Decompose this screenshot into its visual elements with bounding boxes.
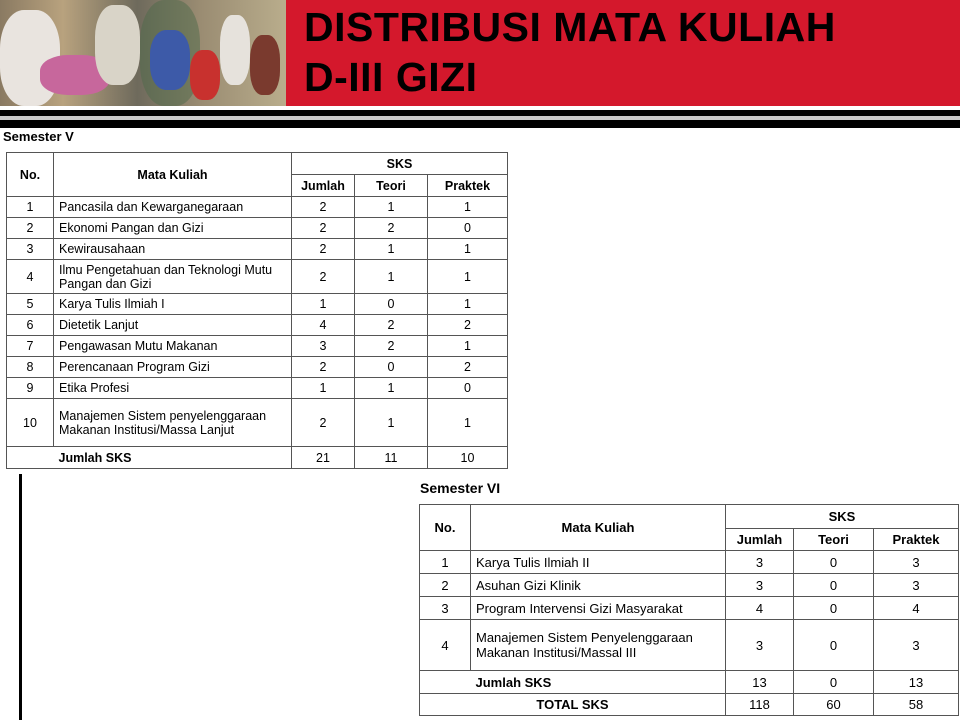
col-header-sks: SKS (292, 153, 508, 175)
row-mata-kuliah: Manajemen Sistem Penyelenggaraan Makanan Institusi/Massal III (471, 620, 726, 671)
row-no: 3 (420, 597, 471, 620)
row-teori: 1 (355, 399, 428, 447)
table-header-row (420, 505, 959, 529)
row-mata-kuliah: Asuhan Gizi Klinik (471, 574, 726, 597)
row-teori: 0 (355, 357, 428, 378)
row-jumlah: 1 (292, 294, 355, 315)
col-header-sks: SKS (726, 505, 959, 529)
row-no: 8 (7, 357, 54, 378)
col-header-praktek: Praktek (874, 529, 959, 551)
row-jumlah: 2 (292, 197, 355, 218)
row-teori: 1 (355, 239, 428, 260)
semester-6-label: Semester VI (420, 480, 501, 496)
total-label: Jumlah SKS (54, 447, 292, 469)
header-rule (0, 120, 960, 128)
row-mata-kuliah: Perencanaan Program Gizi (54, 357, 292, 378)
row-jumlah: 2 (292, 239, 355, 260)
table-row (7, 197, 508, 218)
total-label: Jumlah SKS (471, 671, 726, 694)
row-praktek: 2 (428, 357, 508, 378)
grand-total-praktek: 58 (874, 694, 959, 716)
row-no: 4 (420, 620, 471, 671)
table-row (420, 551, 959, 574)
col-header-teori: Teori (355, 175, 428, 197)
total-no-cell (7, 447, 54, 469)
table-row (420, 574, 959, 597)
row-jumlah: 3 (726, 574, 794, 597)
row-teori: 1 (355, 378, 428, 399)
table-row (7, 260, 508, 294)
row-praktek: 3 (874, 620, 959, 671)
row-praktek: 1 (428, 336, 508, 357)
row-no: 1 (420, 551, 471, 574)
total-teori: 11 (355, 447, 428, 469)
row-praktek: 0 (428, 218, 508, 239)
row-mata-kuliah: Karya Tulis Ilmiah II (471, 551, 726, 574)
row-mata-kuliah: Karya Tulis Ilmiah I (54, 294, 292, 315)
table-header-row (7, 153, 508, 175)
row-no: 3 (7, 239, 54, 260)
row-praktek: 3 (874, 574, 959, 597)
row-jumlah: 2 (292, 260, 355, 294)
table-row (7, 357, 508, 378)
title-band (286, 0, 960, 106)
total-row (7, 447, 508, 469)
left-accent-line (19, 474, 22, 720)
row-mata-kuliah: Program Intervensi Gizi Masyarakat (471, 597, 726, 620)
row-no: 9 (7, 378, 54, 399)
col-header-praktek: Praktek (428, 175, 508, 197)
table-row (7, 239, 508, 260)
row-jumlah: 2 (292, 357, 355, 378)
col-header-no: No. (420, 505, 471, 551)
row-praktek: 1 (428, 294, 508, 315)
row-praktek: 4 (874, 597, 959, 620)
row-no: 4 (7, 260, 54, 294)
slide-title-line-1: DISTRIBUSI MATA KULIAH (304, 4, 836, 50)
row-praktek: 2 (428, 315, 508, 336)
photo-collage (0, 0, 286, 106)
row-jumlah: 3 (726, 620, 794, 671)
col-header-mata-kuliah: Mata Kuliah (471, 505, 726, 551)
row-mata-kuliah: Etika Profesi (54, 378, 292, 399)
slide-title-line-2: D-III GIZI (304, 54, 478, 100)
row-teori: 0 (355, 294, 428, 315)
row-mata-kuliah: Pancasila dan Kewarganegaraan (54, 197, 292, 218)
table-row (7, 399, 508, 447)
row-teori: 0 (794, 620, 874, 671)
row-teori: 1 (355, 197, 428, 218)
total-row (420, 671, 959, 694)
row-mata-kuliah: Ilmu Pengetahuan dan Teknologi Mutu Pangan dan Gizi (54, 260, 292, 294)
row-no: 7 (7, 336, 54, 357)
row-mata-kuliah: Ekonomi Pangan dan Gizi (54, 218, 292, 239)
row-praktek: 1 (428, 239, 508, 260)
row-jumlah: 2 (292, 399, 355, 447)
row-jumlah: 2 (292, 218, 355, 239)
col-header-mata-kuliah: Mata Kuliah (54, 153, 292, 197)
total-no-cell (420, 671, 471, 694)
grand-total-jumlah: 118 (726, 694, 794, 716)
row-mata-kuliah: Dietetik Lanjut (54, 315, 292, 336)
total-jumlah: 13 (726, 671, 794, 694)
table-row (7, 378, 508, 399)
row-teori: 0 (794, 597, 874, 620)
row-teori: 0 (794, 574, 874, 597)
row-praktek: 0 (428, 378, 508, 399)
row-mata-kuliah: Manajemen Sistem penyelenggaraan Makanan Institusi/Massa Lanjut (54, 399, 292, 447)
row-mata-kuliah: Pengawasan Mutu Makanan (54, 336, 292, 357)
row-teori: 1 (355, 260, 428, 294)
table-row (7, 218, 508, 239)
row-jumlah: 4 (292, 315, 355, 336)
table-row (420, 620, 959, 671)
grand-total-teori: 60 (794, 694, 874, 716)
row-no: 6 (7, 315, 54, 336)
col-header-jumlah: Jumlah (292, 175, 355, 197)
row-jumlah: 3 (292, 336, 355, 357)
table-row (7, 336, 508, 357)
row-praktek: 1 (428, 197, 508, 218)
row-teori: 0 (794, 551, 874, 574)
row-jumlah: 1 (292, 378, 355, 399)
total-jumlah: 21 (292, 447, 355, 469)
grand-total-label: TOTAL SKS (420, 694, 726, 716)
col-header-jumlah: Jumlah (726, 529, 794, 551)
table-row (7, 315, 508, 336)
slide-header (0, 0, 960, 128)
semester-6-table (419, 504, 959, 716)
row-no: 1 (7, 197, 54, 218)
row-teori: 2 (355, 218, 428, 239)
row-no: 2 (420, 574, 471, 597)
semester-5-label: Semester V (3, 129, 74, 144)
row-praktek: 1 (428, 260, 508, 294)
total-praktek: 13 (874, 671, 959, 694)
row-no: 5 (7, 294, 54, 315)
row-no: 10 (7, 399, 54, 447)
row-no: 2 (7, 218, 54, 239)
row-jumlah: 4 (726, 597, 794, 620)
grand-total-row (420, 694, 959, 716)
row-mata-kuliah: Kewirausahaan (54, 239, 292, 260)
semester-5-table (6, 152, 508, 469)
row-teori: 2 (355, 336, 428, 357)
total-praktek: 10 (428, 447, 508, 469)
row-praktek: 3 (874, 551, 959, 574)
total-teori: 0 (794, 671, 874, 694)
col-header-no: No. (7, 153, 54, 197)
row-jumlah: 3 (726, 551, 794, 574)
table-row (420, 597, 959, 620)
row-praktek: 1 (428, 399, 508, 447)
row-teori: 2 (355, 315, 428, 336)
col-header-teori: Teori (794, 529, 874, 551)
table-row (7, 294, 508, 315)
